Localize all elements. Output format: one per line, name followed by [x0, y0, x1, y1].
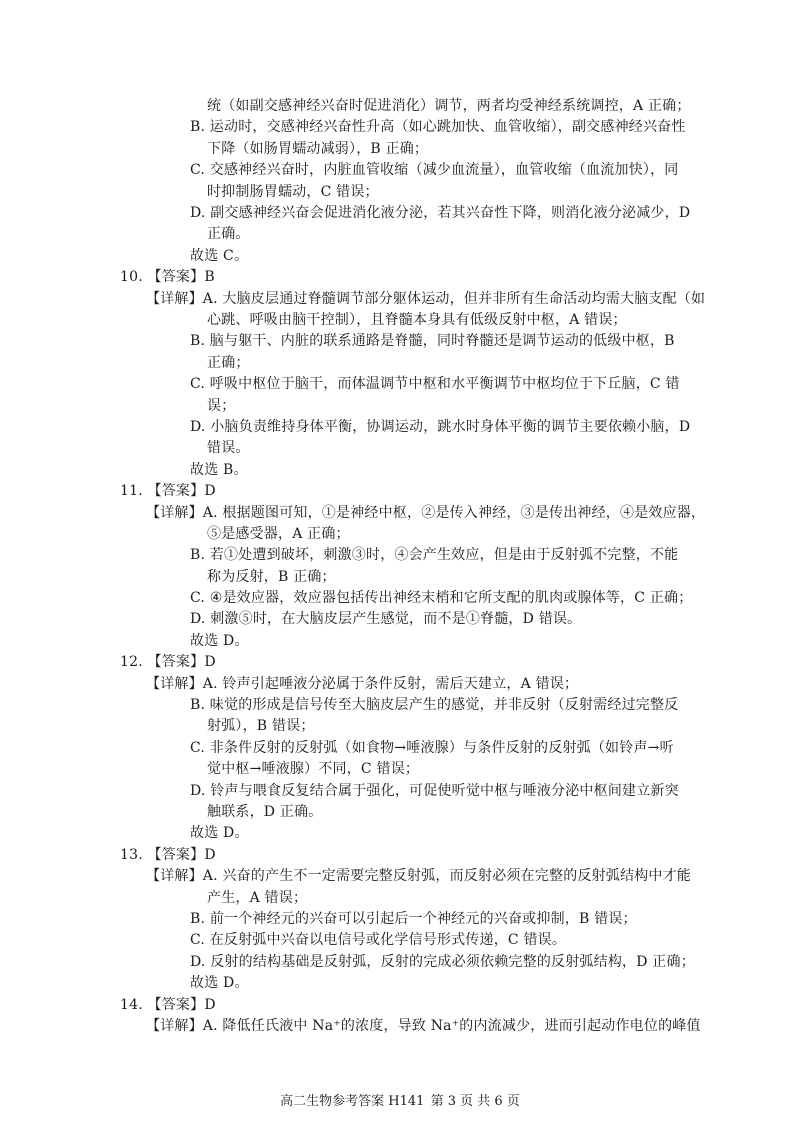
q9-a-continued: 统（如副交感神经兴奋时促进消化）调节，两者均受神经系统调控，A 正确； — [207, 98, 691, 114]
q13-choice: 故选 D。 — [190, 975, 249, 991]
q11-option-b-line1: B. 若①处遭到破坏，刺激③时，④会产生效应，但是由于反射弧不完整，不能 — [190, 547, 679, 563]
q9-option-d-line1: D. 副交感神经兴奋会促进消化液分泌，若其兴奋性下降，则消化液分泌减少，D — [190, 205, 691, 221]
q14-answer: 14. 【答案】D — [120, 997, 216, 1013]
footer-title: 高二生物参考答案 H141 — [280, 1094, 425, 1109]
q11-detail-a-line2: ⑤是感受器，A 正确； — [207, 526, 350, 542]
q9-option-b-line1: B. 运动时，交感神经兴奋性升高（如心跳加快、血管收缩），副交感神经兴奋性 — [190, 119, 686, 135]
q11-option-b-line2: 称为反射，B 正确； — [207, 569, 336, 585]
q10-option-b-line1: B. 脑与躯干、内脏的联系通路是脊髓，同时脊髓还是调节运动的低级中枢，B — [190, 333, 675, 349]
q10-option-c-line2: 误； — [207, 398, 236, 414]
q9-option-c-line1: C. 交感神经兴奋时，内脏血管收缩（减少血流量），血管收缩（血流加快），同 — [190, 162, 679, 178]
q11-option-d: D. 刺激⑤时，在大脑皮层产生感觉，而不是①脊髓，D 错误。 — [190, 611, 582, 627]
q12-answer: 12. 【答案】D — [120, 654, 216, 670]
q13-answer: 13. 【答案】D — [120, 847, 216, 863]
q10-option-c-line1: C. 呼吸中枢位于脑干，而体温调节中枢和水平衡调节中枢均位于下丘脑，C 错 — [190, 376, 680, 392]
footer-page-number: 第 3 页 共 6 页 — [430, 1094, 520, 1109]
q10-detail-a-line1: 【详解】A. 大脑皮层通过脊髓调节部分躯体运动，但并非所有生命活动均需大脑支配（如 — [146, 291, 706, 307]
q13-detail-a-line2: 产生，A 错误； — [207, 890, 308, 906]
q14-detail-a-line1: 【详解】A. 降低任氏液中 Na⁺的浓度，导致 Na⁺的内流减少，进而引起动作电位的峰值 — [146, 1018, 701, 1034]
q11-choice: 故选 D。 — [190, 633, 249, 649]
q9-option-d-line2: 正确。 — [207, 226, 250, 242]
q12-choice: 故选 D。 — [190, 825, 249, 841]
q9-choice: 故选 C。 — [190, 248, 249, 264]
q12-option-b-line1: B. 味觉的形成是信号传至大脑皮层产生的感觉，并非反射（反射需经过完整反 — [190, 697, 679, 713]
q12-option-d-line1: D. 铃声与喂食反复结合属于强化，可促使听觉中枢与唾液分泌中枢间建立新突 — [190, 783, 679, 799]
q10-option-d-line2: 错误。 — [207, 440, 250, 456]
q12-option-b-line2: 射弧），B 错误； — [207, 718, 315, 734]
q13-option-b: B. 前一个神经元的兴奋可以引起后一个神经元的兴奋或抑制，B 错误； — [190, 911, 637, 927]
q13-option-c: C. 在反射弧中兴奋以电信号或化学信号形式传递，C 错误。 — [190, 932, 567, 948]
q11-detail-a-line1: 【详解】A. 根据题图可知，①是神经中枢，②是传入神经，③是传出神经，④是效应器， — [146, 505, 706, 521]
q10-option-d-line1: D. 小脑负责维持身体平衡，协调运动，跳水时身体平衡的调节主要依赖小脑，D — [190, 419, 691, 435]
q12-option-c-line2: 觉中枢→唾液腺）不同，C 错误； — [207, 761, 420, 777]
q12-detail-a: 【详解】A. 铃声引起唾液分泌属于条件反射，需后天建立，A 错误； — [146, 676, 579, 692]
q10-choice: 故选 B。 — [190, 462, 248, 478]
q12-option-c-line1: C. 非条件反射的反射弧（如食物→唾液腺）与条件反射的反射弧（如铃声→听 — [190, 740, 674, 756]
page-footer — [0, 1094, 800, 1110]
q9-option-c-line2: 时抑制肠胃蠕动，C 错误； — [207, 184, 379, 200]
q12-option-d-line2: 触联系，D 正确。 — [207, 804, 323, 820]
q10-detail-a-line2: 心跳、呼吸由脑干控制），且脊髓本身具有低级反射中枢，A 错误； — [207, 312, 627, 328]
q13-option-d: D. 反射的结构基础是反射弧，反射的完成必须依赖完整的反射弧结构，D 正确； — [190, 954, 695, 970]
q9-option-b-line2: 下降（如肠胃蠕动减弱），B 正确； — [207, 141, 429, 157]
q10-answer: 10. 【答案】B — [120, 269, 215, 285]
q11-option-c: C. ④是效应器，效应器包括传出神经末梢和它所支配的肌肉或腺体等，C 正确； — [190, 590, 693, 606]
q11-answer: 11. 【答案】D — [120, 483, 216, 499]
q10-option-b-line2: 正确； — [207, 355, 250, 371]
q13-detail-a-line1: 【详解】A. 兴奋的产生不一定需要完整反射弧，而反射必须在完整的反射弧结构中才能 — [146, 868, 692, 884]
